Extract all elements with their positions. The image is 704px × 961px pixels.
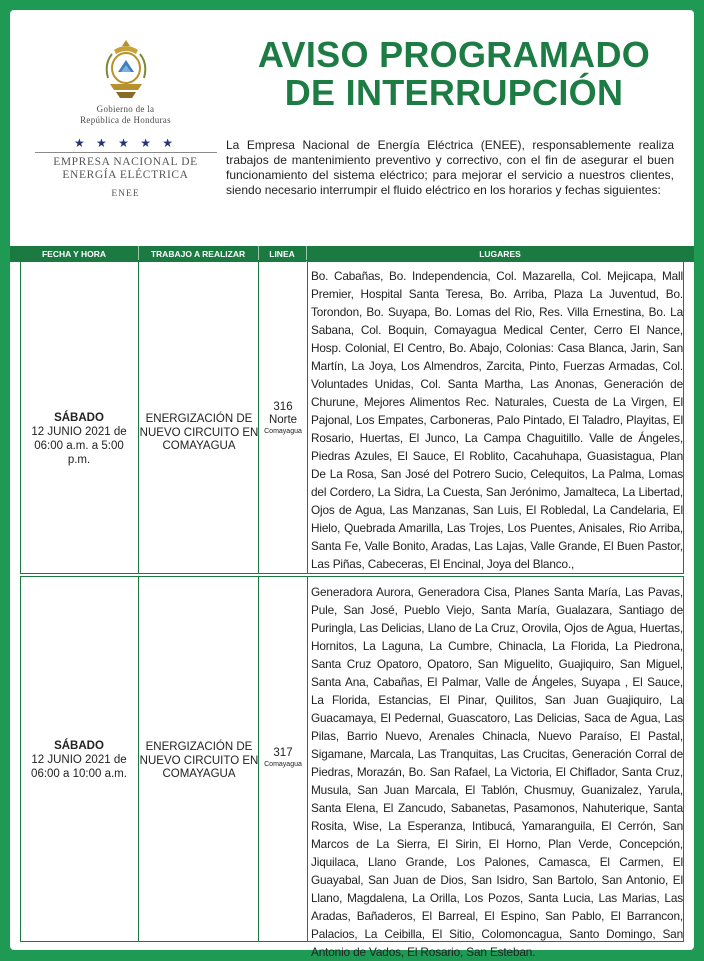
company-name: EMPRESA NACIONAL DE ENERGÍA ELÉCTRICA [53,156,198,181]
column-header-work: TRABAJO A REALIZAR [150,249,246,259]
row-places: Generadora Aurora, Generadora Cisa, Planes Santa María, Las Pavas, Pule, San José, Pueblo Viejo, Santa María, Gualazara, Santiago de Puringla, Las Delicias, Llano de La Cruz, Orovila, Ojos de Agua, Huertas, Hornitos, La Laguna, La Cumbre, Chinacla, La Florida, La Piedrona, Santa Cruz Opatoro, Opatoro, San Miguelito, Guajiquiro, San Miguel, Santa Ana, Cabañas, El Palmar, Valle de Ángeles, Suyapa , El Sauce, La Florida, Estancias, El Pinar, Quilitos, San Juan Guajiquiro, La Guacamaya, El Pedernal, Guascatoro, Las Delicias, Saca de Agua, Las Pilas, Barrio Nuevo, Arenales Chinacla, Nuevo Paraíso, El Pastal, Sigamane, Marcala, Las Tranquitas, Las Crucitas, Generación Corral de Piedras, Morazán, Bo. San Rafael, La Victoria, El Chiflador, Santa Cruz, Musula, San Juan Marcala, El Tablón, Chusmuy, Guanizalez, Yarula, Santa Elena, El Zancudo, Sabanetas, Pasamonos, Nahuterique, Santa Rosita, Wise, La Esperanza, Intibucá, Yamaranguila, El Cerrón, San Marcos de La Sierra, El Sirin, El Horno, Plan Verde, Concepción, Jiquilaca, Llano Grande, Los Palones, Camasca, El Carmen, El Guayabal, San Juan de Dios, San Isidro, San Bartolo, San Antonio, El Llano, Magdalena, La Orilla, Los Pozos, Santa Lucia, Las Marias, Las Aradas, Bañaderos, El Barreal, El Espino, San Pablo, El Barrancon, Palacios, La Ceibilla, El Sitio, Colomoncagua, Santo Domingo, San Antonio de Vados, El Rosario, San Esteban. [311,585,683,959]
row-date-time: SÁBADO 12 JUNIO 2021 de 06:00 a.m. a 5:00 p.m. [31,412,127,466]
honduras-coat-of-arms-icon [100,38,152,100]
column-header-date: FECHA Y HORA [41,249,107,259]
row-places: Bo. Cabañas, Bo. Independencia, Col. Mazarella, Col. Mejicapa, Mall Premier, Hospital Santa Teresa, Bo. Arriba, Plaza La Juventud, Bo. Torondon, Bo. Suyapa, Bo. Lomas del Rio, Res. Villa Ernestina, Bo. La Sabana, Col. Boquin, Comayagua Medical Center, Cerro El Nance, Hosp. Colonial, El Centro, Bo. Abajo, Colonias: Casa Blanca, Jarin, San Martín, La Joya, Los Almendros, Zarcita, Pinto, Fuerzas Armadas, Col. Voluntades Unidas, Col. Santa Martha, Las Anonas, Generación de Churune, Mejores Alimentos Rec. Naturales, Cuesta de La Virgen, El Pajonal, Los Empates, Carboneras, Palo Pintado, El Taladro, Playitas, El Rosario, Huertas, El Junco, La Campa Chaguitillo. Valle de Ángeles, Piedras Azules, El Sauce, El Roblito, Cacahuhapa, Guasistagua, Plan De La Rosa, San José del Potrero Sucio, Celequitos, La Palma, Lomas del Cordero, La Sidra, La Cuesta, San Jerónimo, Jamalteca, La Libertad, Ojos de Agua, Las Manzanas, San Luis, El Robledal, La Candelaria, El Hielo, Quebrada Amarilla, Las Trojes, Los Puentes, Anisales, Rio Arriba, Santa Fe, Valle Bonito, Aradas, Las Lajas, Valle Grande, El Buen Pastor, Las Piñas, Cabeceras, El Encinal, Joya del Blanco., [311,269,683,571]
row-line: 316 Norte Comayagua [264,401,302,435]
column-header-line: LINEA [269,249,295,259]
company-acronym: ENEE [111,189,140,199]
row-work: ENERGIZACIÓN DE NUEVO CIRCUITO EN COMAYAGUA [139,413,259,452]
column-header-places: LUGARES [479,249,521,259]
intro-paragraph: La Empresa Nacional de Energía Eléctrica (ENEE), responsablemente realiza trabajos de mantenimiento preventivo y correctivo, con el fin de asegurar el buen funcionamiento del sistema eléctrico; para mejorar el servicio a nuestros clientes, siendo necesario interrumpir el fluido eléctrico en los horarios y fechas siguientes: [226,138,674,197]
row-date-time: SÁBADO 12 JUNIO 2021 de 06:00 a 10:00 a.m. [31,740,127,780]
government-label: Gobierno de la República de Honduras [80,104,171,125]
table-row [20,576,684,959]
row-line: 317 Comayagua [264,747,302,768]
notice-page [10,10,694,959]
row-work: ENERGIZACIÓN DE NUEVO CIRCUITO EN COMAYAGUA [139,741,259,780]
logo-divider [35,152,217,153]
enee-logo [28,38,223,199]
five-stars-icon: ★ ★ ★ ★ ★ [73,136,178,150]
page-title: AVISO PROGRAMADO DE INTERRUPCIÓN [257,34,651,113]
table-row [20,260,684,574]
